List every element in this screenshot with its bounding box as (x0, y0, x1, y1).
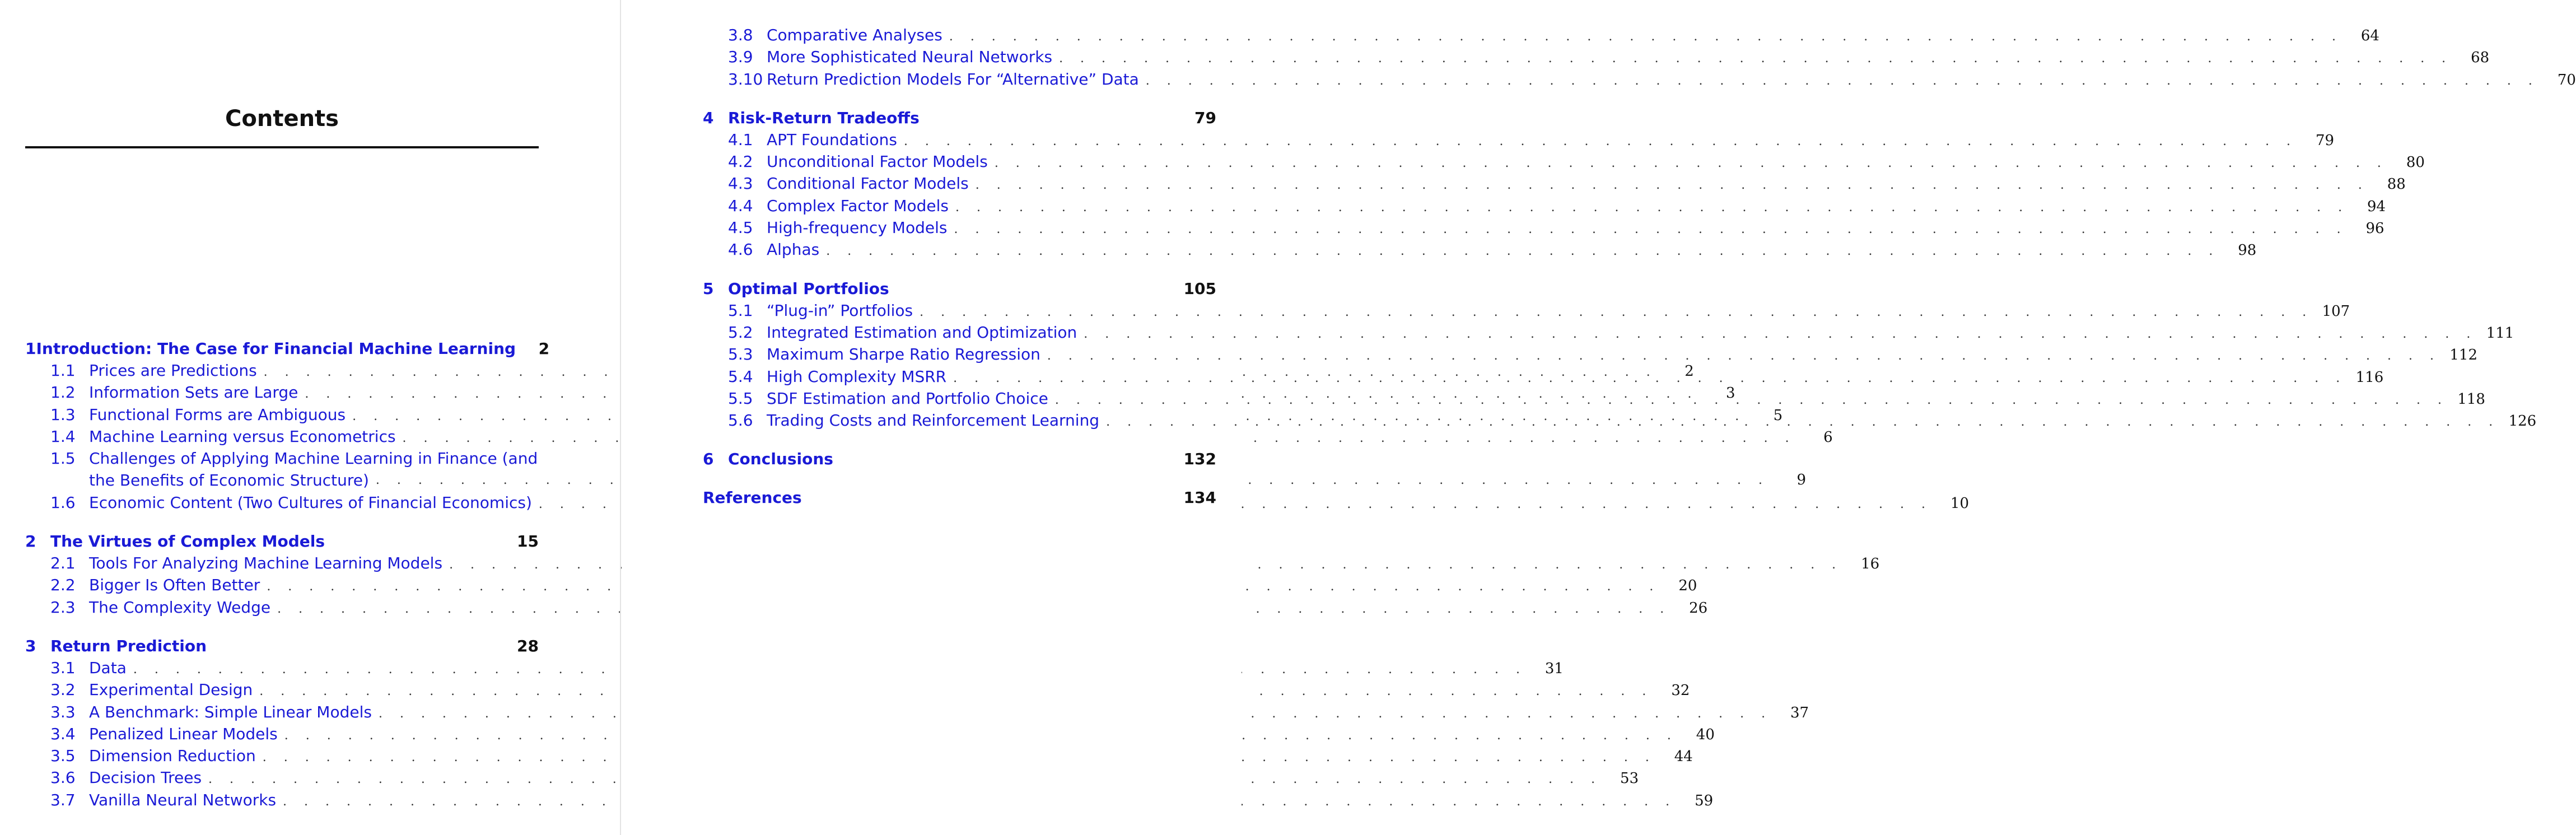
section-page: 40 (1696, 726, 1715, 743)
section-page: 9 (1796, 472, 1806, 489)
section-page: 3 (1725, 385, 1735, 402)
dot-leader (1099, 411, 2499, 433)
chapter-page: 132 (1183, 450, 1216, 469)
toc-title: Contents (225, 106, 339, 132)
section-title[interactable]: Vanilla Neural Networks (89, 790, 277, 809)
section-page: 2 (1684, 363, 1694, 380)
toc-section-2-2[interactable] (25, 574, 1697, 596)
chapter-page: 28 (517, 636, 539, 655)
toc-section-3-6[interactable] (25, 767, 1639, 789)
section-title[interactable]: Trading Costs and Reinforcement Learning (767, 411, 1100, 430)
toc-section-5-4[interactable] (703, 366, 2384, 388)
section-title[interactable]: High-frequency Models (767, 218, 948, 237)
toc-section-4-5[interactable] (703, 217, 2384, 239)
section-title[interactable]: Data (89, 658, 127, 677)
chapter-title[interactable]: Return Prediction (50, 636, 207, 655)
toc-references[interactable] (703, 487, 1216, 509)
toc-section-3-4[interactable] (25, 723, 1715, 745)
toc-section-5-2[interactable] (703, 321, 2514, 343)
section-number: 3.7 (50, 790, 76, 809)
dot-leader (949, 197, 2349, 218)
section-page: 98 (2238, 242, 2257, 259)
section-title[interactable]: Penalized Linear Models (89, 724, 278, 743)
toc-section-2-1[interactable] (25, 552, 1880, 574)
section-page: 5 (1773, 407, 1783, 424)
section-title[interactable]: Decision Trees (89, 768, 202, 787)
section-number: 3.8 (728, 26, 753, 44)
section-title[interactable]: Experimental Design (89, 680, 253, 699)
toc-right-column (703, 24, 2576, 509)
section-page: 53 (1620, 770, 1639, 787)
chapter-title[interactable]: Optimal Portfolios (728, 279, 889, 298)
section-title-line-1[interactable]: Challenges of Applying Machine Learning in Finance (and (89, 449, 538, 468)
toc-section-4-4[interactable] (703, 195, 2386, 217)
section-title[interactable]: Return Prediction Models For “Alternative” Data (767, 69, 1139, 88)
section-number: 5.6 (728, 411, 753, 430)
section-title[interactable]: Machine Learning versus Econometrics (89, 427, 396, 446)
section-title[interactable]: “Plug-in” Portfolios (767, 301, 913, 320)
chapter-number: 3 (25, 636, 36, 655)
toc-section-5-1[interactable] (703, 300, 2350, 321)
section-page: 20 (1678, 577, 1697, 595)
toc-section-3-2[interactable] (25, 679, 1690, 701)
chapter-page: 2 (538, 339, 550, 358)
section-number: 1.1 (50, 361, 76, 380)
section-number: 5.5 (728, 389, 753, 408)
section-page: 6 (1823, 428, 1833, 446)
section-page: 94 (2367, 198, 2386, 215)
section-page: 96 (2365, 220, 2384, 237)
chapter-number: 6 (703, 450, 714, 469)
section-number: 1.3 (50, 405, 76, 424)
dot-leader (946, 367, 2346, 389)
toc-section-4-1[interactable] (703, 129, 2335, 151)
chapter-number: 2 (25, 532, 36, 551)
section-title[interactable]: Information Sets are Large (89, 383, 298, 402)
toc-section-3-8[interactable] (703, 24, 2379, 46)
section-page: 44 (1674, 748, 1693, 766)
toc-section-3-1[interactable] (25, 657, 1564, 679)
section-number: 3.2 (50, 680, 76, 699)
section-number: 3.9 (728, 48, 753, 67)
toc-section-3-5[interactable] (25, 745, 1693, 767)
section-page: 32 (1671, 682, 1690, 699)
chapter-number: 4 (703, 108, 714, 127)
section-title[interactable]: Unconditional Factor Models (767, 152, 988, 171)
dot-leader (819, 240, 2219, 262)
section-page: 112 (2449, 347, 2478, 364)
section-title[interactable]: A Benchmark: Simple Linear Models (89, 702, 372, 721)
toc-section-4-3[interactable] (703, 172, 2406, 194)
section-title[interactable]: APT Foundations (767, 130, 897, 149)
section-page: 37 (1790, 704, 1809, 721)
section-title[interactable]: Economic Content (Two Cultures of Financial Economics) (89, 493, 532, 512)
section-number: 1.2 (50, 383, 76, 402)
section-page: 31 (1544, 660, 1564, 677)
section-number: 3.4 (50, 724, 76, 743)
toc-section-5-6[interactable] (703, 409, 2537, 431)
section-title[interactable]: Functional Forms are Ambiguous (89, 405, 346, 424)
section-page: 126 (2508, 413, 2537, 430)
section-page: 116 (2355, 368, 2384, 386)
section-page: 26 (1689, 599, 1708, 617)
section-title-line-2[interactable]: the Benefits of Economic Structure) (89, 471, 369, 490)
dot-leader (988, 152, 2388, 174)
section-title[interactable]: SDF Estimation and Portfolio Choice (767, 389, 1048, 408)
section-page: 68 (2471, 49, 2490, 67)
dot-leader (1040, 345, 2440, 367)
toc-chapter-5[interactable] (703, 278, 1216, 300)
section-number: 4.6 (728, 240, 753, 259)
section-title[interactable]: Conditional Factor Models (767, 174, 969, 193)
toc-chapter-4[interactable] (703, 107, 1216, 129)
section-number: 4.5 (728, 218, 753, 237)
dot-leader (947, 218, 2347, 240)
dot-leader (913, 301, 2313, 323)
chapter-page: 79 (1194, 108, 1216, 127)
toc-section-1-4[interactable] (25, 426, 1833, 447)
section-number: 5.4 (728, 367, 753, 386)
section-title[interactable]: Tools For Analyzing Machine Learning Models (89, 554, 443, 573)
toc-section-3-7[interactable] (25, 789, 1714, 811)
section-page: 59 (1695, 792, 1714, 809)
section-number: 2.1 (50, 554, 76, 573)
dot-leader (1052, 48, 2452, 69)
toc-section-3-10[interactable] (703, 68, 2576, 90)
section-page: 111 (2486, 324, 2514, 342)
chapter-number: 5 (703, 279, 714, 298)
references-title[interactable]: References (703, 488, 802, 507)
toc-section-3-3[interactable] (25, 701, 1809, 723)
toc-section-3-9[interactable] (703, 46, 2490, 68)
section-title[interactable]: High Complexity MSRR (767, 367, 947, 386)
section-number: 3.1 (50, 658, 76, 677)
section-number: 4.2 (728, 152, 753, 171)
section-number: 3.5 (50, 747, 76, 766)
section-number: 5.2 (728, 323, 753, 342)
title-rule (25, 146, 539, 148)
references-page: 134 (1183, 488, 1216, 507)
toc-chapter-3[interactable] (25, 635, 539, 657)
dot-leader (1048, 389, 2448, 411)
toc-section-5-3[interactable] (703, 343, 2478, 365)
section-title[interactable]: More Sophisticated Neural Networks (767, 48, 1053, 67)
section-number: 3.6 (50, 768, 76, 787)
chapter-title[interactable]: Introduction: The Case for Financial Machine Learning (36, 339, 516, 358)
section-number: 5.1 (728, 301, 753, 320)
section-page: 107 (2322, 302, 2350, 320)
toc-chapter-6[interactable] (703, 448, 1216, 470)
chapter-page: 15 (517, 532, 539, 551)
section-title[interactable]: Dimension Reduction (89, 747, 256, 766)
dot-leader (1139, 70, 2539, 92)
section-page: 64 (2360, 27, 2379, 44)
section-number: 5.3 (728, 345, 753, 364)
section-page: 80 (2406, 154, 2425, 171)
chapter-page: 105 (1183, 279, 1216, 298)
section-number: 1.5 (50, 449, 76, 468)
chapter-title[interactable]: Conclusions (728, 450, 833, 469)
page-divider (620, 0, 621, 835)
chapter-number: 1 (25, 339, 36, 358)
section-page: 88 (2387, 176, 2406, 193)
toc-chapter-1[interactable] (25, 338, 550, 360)
section-title[interactable]: Bigger Is Often Better (89, 576, 260, 595)
section-page: 10 (1950, 495, 1969, 512)
dot-leader (969, 174, 2369, 196)
section-title[interactable]: Alphas (767, 240, 820, 259)
section-number: 3.3 (50, 702, 76, 721)
section-number: 3.10 (728, 69, 763, 88)
toc-section-5-5[interactable] (703, 388, 2485, 409)
section-number: 1.6 (50, 493, 76, 512)
section-page: 70 (2557, 71, 2576, 88)
toc-chapter-2[interactable] (25, 530, 539, 552)
section-title[interactable]: Maximum Sharpe Ratio Regression (767, 345, 1040, 364)
section-number: 4.4 (728, 196, 753, 215)
section-number: 2.3 (50, 598, 76, 617)
dot-leader (897, 130, 2297, 152)
section-title[interactable]: Integrated Estimation and Optimization (767, 323, 1077, 342)
section-page: 16 (1861, 556, 1880, 573)
section-page: 79 (2315, 132, 2335, 149)
section-number: 1.4 (50, 427, 76, 446)
chapter-title[interactable]: Risk-Return Tradeoffs (728, 108, 920, 127)
toc-section-4-6[interactable] (703, 239, 2257, 260)
section-title[interactable]: Prices are Predictions (89, 361, 257, 380)
chapter-title[interactable]: The Virtues of Complex Models (50, 532, 325, 551)
section-number: 4.3 (728, 174, 753, 193)
dot-leader (1077, 323, 2477, 345)
toc-section-2-3[interactable] (25, 596, 1708, 618)
dot-leader (942, 26, 2342, 48)
toc-section-4-2[interactable] (703, 151, 2425, 172)
section-number: 2.2 (50, 576, 76, 595)
section-title[interactable]: The Complexity Wedge (89, 598, 271, 617)
section-title[interactable]: Comparative Analyses (767, 26, 942, 44)
section-number: 4.1 (728, 130, 753, 149)
section-title[interactable]: Complex Factor Models (767, 196, 949, 215)
section-page: 118 (2457, 390, 2485, 408)
